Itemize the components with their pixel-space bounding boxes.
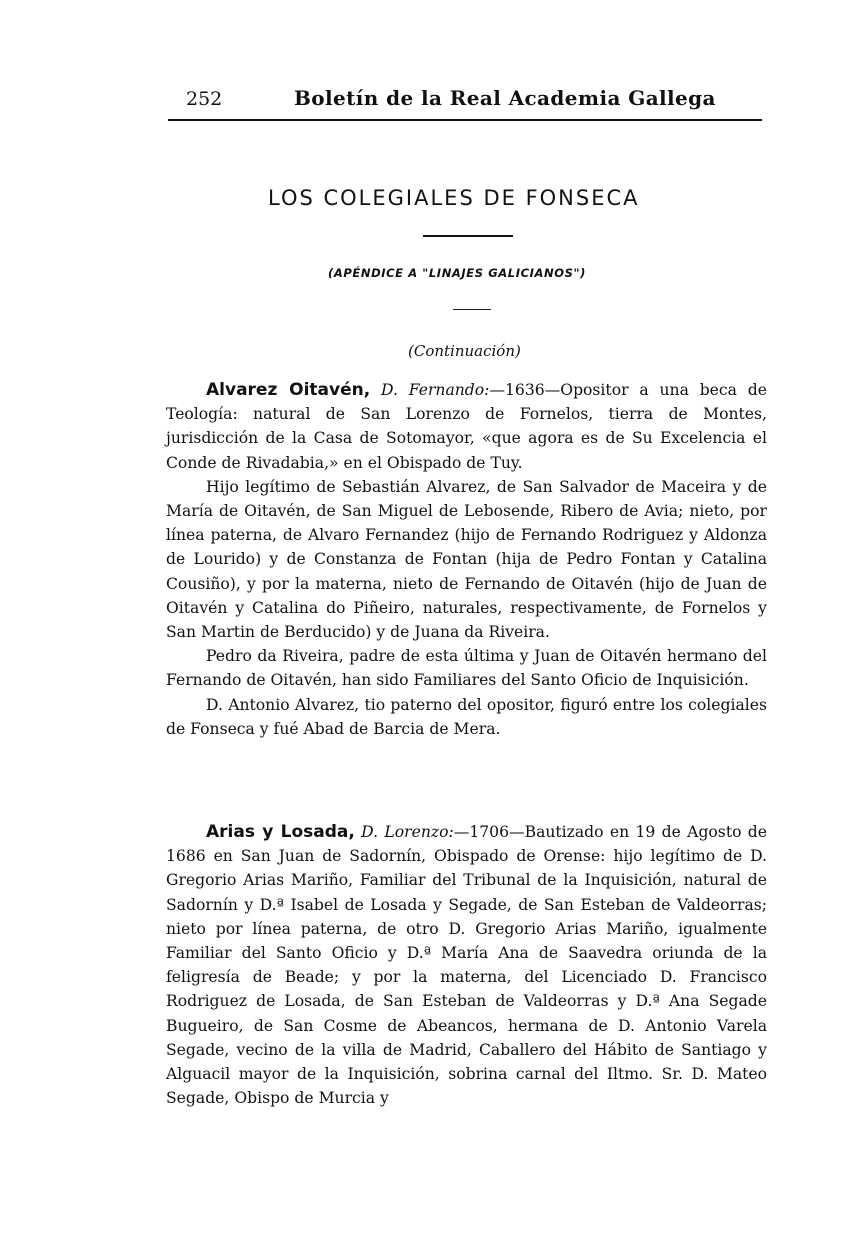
entry-lead-text: —1706—Bautizado en 19 de Agosto de 1686 en San Juan de Sadornín, Obispado de Orense: hijo legítimo de D. Gregorio Arias Mariño, Familiar del Tribunal de la Inquisición, natural de Sadornín y D.ª Isabel de Losada y Segade, de San Esteban de Valdeorras; nieto por línea paterna, de otro D. Gregorio Arias Mariño, igualmente Familiar del Santo Oficio y D.ª María Ana de Saavedra oriunda de la feligresía de Beade; y por la materna, del Licenciado D. Francisco Rodriguez de Losada, de San Esteban de Valdeorras y D.ª Ana Segade Bugueiro, de San Cosme de Abeancos, hermana de D. Antonio Varela Segade, vecino de la villa de Madrid, Caballero del Hábito de Santiago y Alguacil mayor de la Inquisición, sobrina carnal del Iltmo. Sr. D. Mateo Segade, Obispo de Murcia y xyxy=(166,823,768,1108)
subtitle-rule xyxy=(453,309,491,310)
continuation-note: (Continuación) xyxy=(408,342,521,360)
header-rule xyxy=(168,119,762,121)
journal-title: Boletín de la Real Academia Gallega xyxy=(294,86,716,110)
article-subtitle: (APÉNDICE A "LINAJES GALICIANOS") xyxy=(328,266,586,280)
entry-alvarez-oitaven xyxy=(166,378,767,741)
entry-lead-paragraph xyxy=(166,378,767,475)
entry-lead-text: —1636—Opositor a una beca de Teología: natural de San Lorenzo de Fornelos, tierra de Montes, jurisdicción de la Casa de Sotomayor, «que agora es de Su Excelencia el Conde de Rivadabia,» en el Obispado de Tuy. xyxy=(166,381,767,472)
running-head xyxy=(168,88,762,118)
entry-name: Arias y Losada, xyxy=(206,822,355,842)
entry-given-name: D. Lorenzo: xyxy=(361,823,454,841)
entry-paragraph: Hijo legítimo de Sebastián Alvarez, de San Salvador de Maceira y de María de Oitavén, de San Miguel de Lebosende, Ribero de Avia; nieto, por línea paterna, de Alvaro Fernandez (hijo de Fernando Rodriguez y Aldonza de Lourido) y de Constanza de Fontan (hija de Pedro Fontan y Catalina Cousiño), y por la materna, nieto de Fernando de Oitavén (hijo de Juan de Oitavén y Catalina do Piñeiro, naturales, respectivamente, de Fornelos y San Martin de Berducido) y de Juana da Riveira. xyxy=(166,477,767,642)
entry-arias-losada xyxy=(166,820,767,1110)
entry-lead-paragraph xyxy=(166,820,767,1110)
entry-paragraph: Pedro da Riveira, padre de esta última y Juan de Oitavén hermano del Fernando de Oitavén, han sido Familiares del Santo Oficio de Inquisición. xyxy=(166,647,767,690)
entry-name: Alvarez Oitavén, xyxy=(206,380,371,400)
entry-given-name: D. Fernando: xyxy=(381,381,490,399)
page-number: 252 xyxy=(186,88,223,110)
article-title: LOS COLEGIALES DE FONSECA xyxy=(268,186,640,210)
entry-paragraph: D. Antonio Alvarez, tio paterno del opositor, figuró entre los colegiales de Fonseca y fué Abad de Barcia de Mera. xyxy=(166,695,767,738)
title-rule xyxy=(423,235,513,237)
